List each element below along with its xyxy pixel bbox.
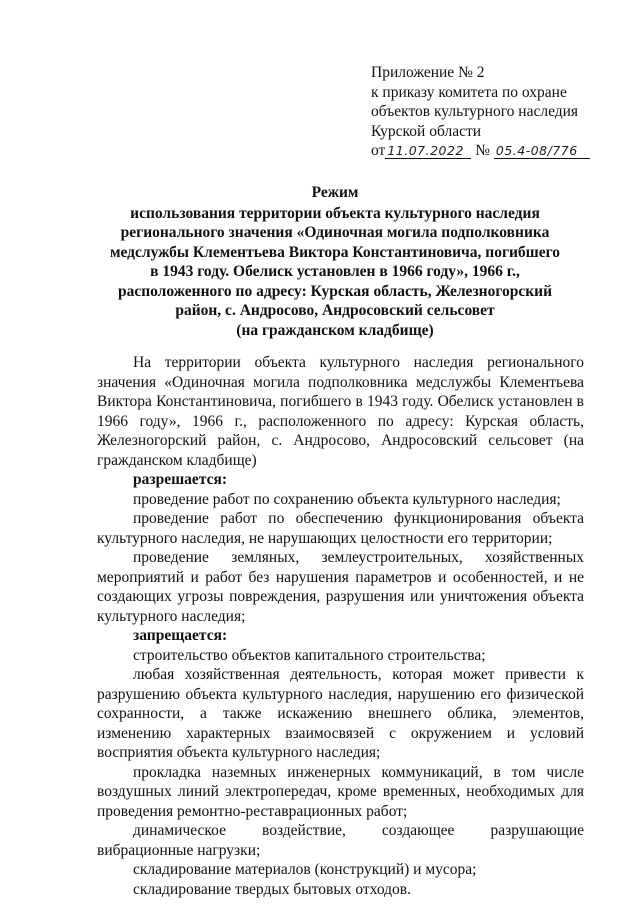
forbidden-item: динамическое воздействие, создающее разрушающие вибрационные нагрузки; (97, 822, 584, 859)
appendix-header (371, 63, 621, 161)
order-date: 11.07.2022 (385, 144, 471, 159)
title-line-2: использования территории объекта культурного наследия (130, 204, 540, 222)
allowed-item: проведение работ по сохранению объекта культурного наследия; (133, 490, 561, 508)
title-line-8: (на гражданском кладбище) (236, 321, 434, 339)
allowed-item: проведение земляных, землеустроительных, хозяйственных мероприятий и работ без нарушения параметров и особенностей, и не создающих угрозы повреждения, разрушения или уничтожения объекта культурного наследия; (97, 549, 584, 625)
forbidden-item: складирование твердых бытовых отходов. (133, 880, 411, 898)
appendix-number: Приложение № 2 (371, 64, 485, 81)
forbidden-heading: запрещается: (133, 627, 228, 644)
title-line-7: район, с. Андросово, Андросовский сельсовет (175, 302, 495, 319)
title-line-5: в 1943 году. Обелиск установлен в 1966 году», 1966 г., (150, 263, 520, 280)
appendix-order-ref: к приказу комитета по охране (371, 83, 567, 101)
order-number: 05.4-08/776 (494, 144, 590, 159)
forbidden-item: любая хозяйственная деятельность, которая может привести к разрушению объекта культурного наследия, нарушению его физической сохранности, а также искажению внешнего облика, элементов, изменению характерных взаимосвязей с окружением и условий восприятия объекта культурного наследия; (97, 666, 584, 761)
appendix-region: Курской области (371, 122, 482, 140)
allowed-item: проведение работ по обеспечению функционирования объекта культурного наследия, не нарушающих целостности его территории; (97, 510, 584, 547)
forbidden-item: складирование материалов (конструкций) и мусора; (133, 861, 477, 878)
allowed-heading: разрешается: (133, 471, 228, 488)
title-line-6: расположенного по адресу: Курская область, Железногорский (117, 282, 553, 300)
title-line-1: Режим (311, 184, 359, 201)
intro-paragraph: На территории объекта культурного наследия регионального значения «Одиночная могила подполковника медслужбы Клементьева Виктора Константиновича, погибшего в 1943 году. Обелиск установлен в 1966 году», 1966 г., расположенного по адресу: Курская область, Железногорский район, с. Андросово, Андросовский сельсовет (на гражданском кладбище) (97, 354, 584, 469)
document-body (97, 353, 584, 899)
forbidden-item: строительство объектов капитального строительства; (133, 646, 486, 664)
document-title (100, 183, 570, 340)
forbidden-item: прокладка наземных инженерных коммуникаций, в том числе воздушных линий электропередач, кроме временных, необходимых для проведения ремонтно-реставрационных работ; (97, 763, 584, 820)
title-line-3: регионального значения «Одиночная могила подполковника (120, 224, 550, 241)
date-prefix: от (371, 142, 386, 159)
number-prefix: № (475, 142, 490, 159)
appendix-committee: объектов культурного наследия (371, 103, 579, 120)
title-line-4: медслужбы Клементьева Виктора Константиновича, погибшего (109, 243, 561, 261)
order-date-number-line (371, 141, 621, 161)
